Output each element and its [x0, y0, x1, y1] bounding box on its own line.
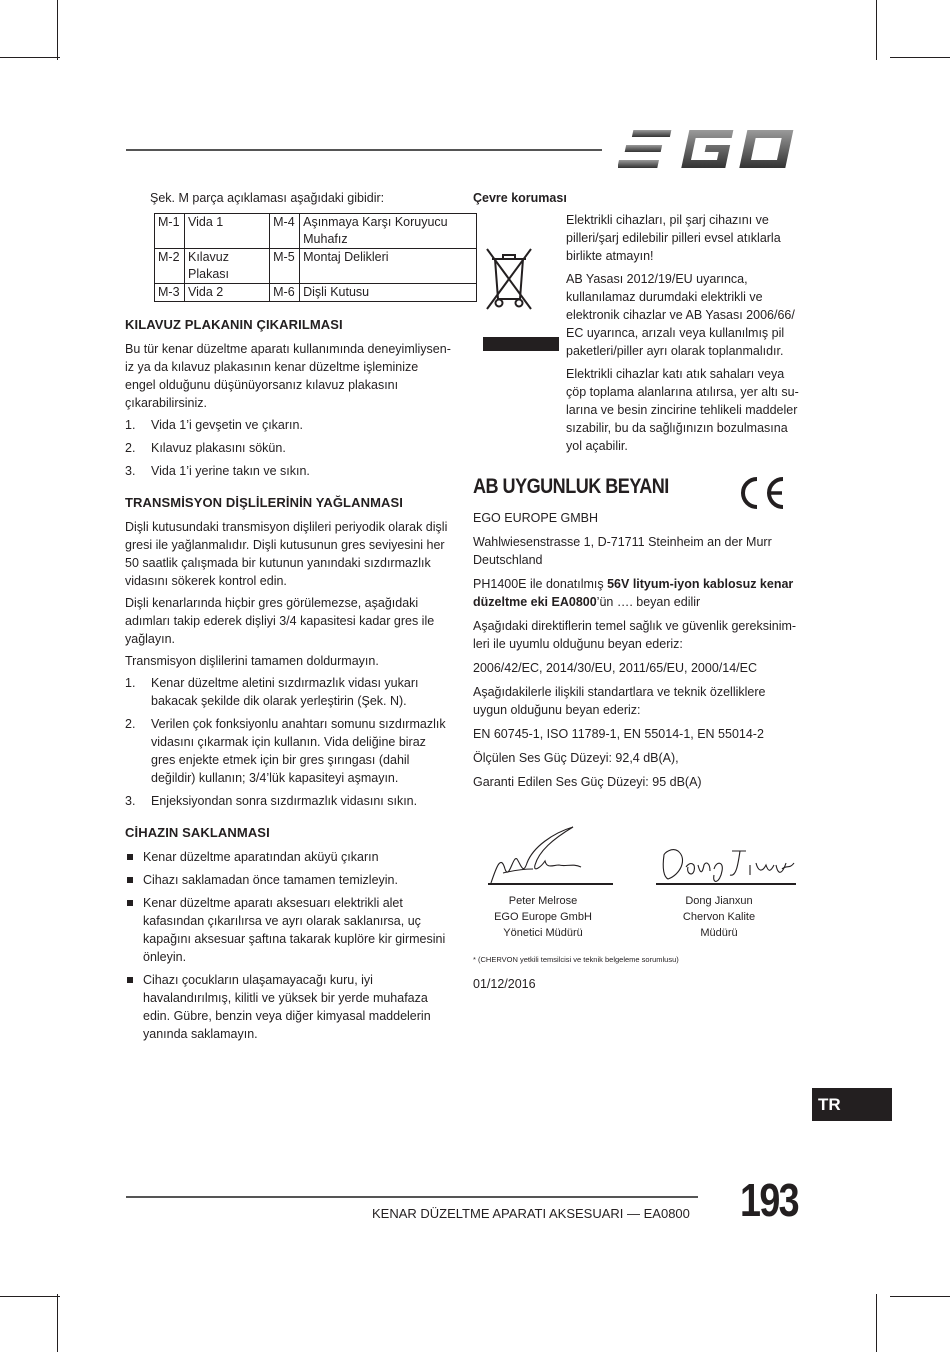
bullet-icon	[127, 977, 133, 983]
environment-text	[566, 211, 799, 455]
footer-rule	[126, 1196, 698, 1198]
list-item	[125, 894, 452, 966]
crop-mark	[57, 0, 58, 60]
signer-name: Dong Jianxun	[685, 895, 753, 907]
list-item	[125, 674, 452, 710]
list-item	[125, 848, 452, 866]
crop-mark	[890, 57, 950, 58]
parts-table	[154, 213, 477, 302]
signature-line	[488, 883, 613, 885]
list-item	[125, 871, 452, 889]
signature-jianxun	[658, 825, 798, 885]
guaranteed-sound-level: Garanti Edilen Ses Güç Düzeyi: 95 dB(A)	[473, 775, 702, 789]
declaration-heading: AB UYGUNLUK BEYANI	[473, 475, 669, 498]
step-text: Kenar düzeltme aletini sızdırmazlık vidası yukarı bakacak şekilde dik olarak yerleştirin (Şek. N).	[151, 676, 419, 708]
list-item	[125, 462, 452, 480]
product-name: 56V lityum-iyon kablosuz kenar düzeltme eki EA0800	[473, 577, 794, 609]
standards-intro: Aşağıdakilerle ilişkili standartlara ve teknik özelliklere uygun olduğunu beyan ederiz:	[473, 685, 766, 717]
part-name: Aşınmaya Karşı Koruyucu Muhafız	[300, 214, 477, 249]
part-name: Montaj Delikleri	[300, 249, 477, 284]
crop-mark	[876, 1294, 877, 1352]
standards-list: EN 60745-1, ISO 11789-1, EN 55014-1, EN 55014-2	[473, 727, 764, 741]
right-column	[473, 189, 799, 993]
footer-title: KENAR DÜZELTME APARATI AKSESUARI — EA0800	[372, 1206, 690, 1221]
company-name: EGO EUROPE GMBH	[473, 511, 599, 525]
table-row	[155, 284, 477, 302]
guide-plate-body: Bu tür kenar düzeltme aparatı kullanımında deneyimliysen-iz ya da kılavuz plakasının kenar düzeltme işleminize engel olduğunu düşünüyorsanız kılavuz plakasını çıkarabilirsiniz.	[125, 342, 451, 410]
footnote: * (CHERVON yetkili temsilcisi ve teknik belgeleme sorumlusu)	[473, 955, 679, 964]
table-row	[155, 214, 477, 249]
step-number: 2.	[125, 717, 136, 731]
page-number: 193	[740, 1174, 799, 1226]
step-text: Enjeksiyondan sonra sızdırmazlık vidasını sıkın.	[151, 794, 418, 808]
signatures	[473, 825, 799, 985]
gear-paragraph: Dişli kenarlarında hiçbir gres görülemezse, aşağıdaki adımları takip ederek dişliyi 3/4 kapasitesi kadar gres ile yağlayın.	[125, 596, 435, 646]
part-name: Dişli Kutusu	[300, 284, 477, 302]
environment-heading: Çevre koruması	[473, 191, 567, 205]
gear-lubrication-heading: TRANSMİSYON DİŞLİLERİNİN YAĞLANMASI	[125, 495, 403, 510]
declaration-date: 01/12/2016	[473, 977, 536, 991]
ce-mark	[737, 475, 789, 511]
signer-company: Chervon Kalite	[682, 911, 756, 923]
step-number: 3.	[125, 464, 136, 478]
env-paragraph: AB Yasası 2012/19/EU uyarınca, kullanılamaz durumdaki elektrikli ve elektronik cihazlar ve AB Yasası 2006/66/ EC uyarınca, arızalı veya kullanılmış pil paketleri/piller ayrı olarak toplanmalıdır.	[566, 272, 795, 358]
gear-paragraph: Transmisyon dişlilerini tamamen doldurmayın.	[125, 654, 379, 668]
gear-steps	[125, 674, 452, 810]
env-paragraph: Elektrikli cihazlar katı atık sahaları veya çöp toplama alanlarına atılırsa, yer altı su-larına ve besin zincirine tehlikeli maddeler sızabilir, bu da sağlığınızın bozulmasına yol açabilir.	[566, 367, 799, 453]
part-name: Vida 1	[185, 214, 270, 249]
directives-intro: Aşağıdaki direktiflerin temel sağlık ve güvenlik gereksinim-leri ile uyumlu olduğunu beyan ederiz:	[473, 619, 797, 651]
part-code: M-4	[270, 214, 300, 249]
guide-plate-heading: KILAVUZ PLAKANIN ÇIKARILMASI	[125, 317, 343, 332]
language-tab: TR	[812, 1088, 892, 1121]
list-item	[125, 715, 452, 787]
list-item	[125, 439, 452, 457]
crop-mark	[57, 1294, 58, 1352]
product-pre: PH1400E ile donatılmış	[473, 577, 608, 591]
part-code: M-1	[155, 214, 185, 249]
part-code: M-2	[155, 249, 185, 284]
guide-plate-steps	[125, 416, 452, 480]
step-number: 1.	[125, 418, 136, 432]
signature-line	[656, 883, 796, 885]
measured-sound-level: Ölçülen Ses Güç Düzeyi: 92,4 dB(A),	[473, 751, 679, 765]
crop-mark	[890, 1296, 950, 1297]
part-name: Kılavuz Plakası	[185, 249, 270, 284]
step-number: 1.	[125, 676, 136, 690]
header-rule	[126, 149, 602, 151]
part-name: Vida 2	[185, 284, 270, 302]
storage-list	[125, 848, 452, 1043]
product-post: ’ün …. beyan edilir	[596, 595, 701, 609]
crop-mark	[876, 0, 877, 60]
step-text: Verilen çok fonksiyonlu anahtarı somunu sızdırmazlık vidasını çıkarmak için kullanın. Vida deliğine biraz gres enjekte etmek için bir gres şırıngası (dahil değildir) kullanın; 3/4’lük kapasiteyi aşmayın.	[151, 717, 446, 785]
bullet-text: Cihazı çocukların ulaşamayacağı kuru, iyi havalandırılmış, kilitli ve yüksek bir yerde muhafaza edin. Gübre, benzin veya diğer kimyasal maddelerin yanında saklamayın.	[143, 973, 431, 1041]
step-number: 2.	[125, 441, 136, 455]
list-item	[125, 792, 452, 810]
step-number: 3.	[125, 794, 136, 808]
crop-mark	[0, 1296, 60, 1297]
env-paragraph: Elektrikli cihazları, pil şarj cihazını ve pilleri/şarj edilebilir pilleri evsel atıklarla birlikte atmayın!	[566, 213, 781, 263]
left-column	[125, 189, 452, 1048]
step-text: Vida 1’i yerine takın ve sıkın.	[151, 464, 310, 478]
bullet-icon	[127, 877, 133, 883]
part-code: M-6	[270, 284, 300, 302]
company-address: Wahlwiesenstrasse 1, D-71711 Steinheim an der Murr Deutschland	[473, 535, 772, 567]
environment-section	[473, 211, 799, 455]
parts-intro: Şek. M parça açıklaması aşağıdaki gibidir:	[150, 191, 385, 205]
signer-jianxun	[649, 893, 789, 941]
directives-list: 2006/42/EC, 2014/30/EU, 2011/65/EU, 2000/14/EC	[473, 661, 757, 675]
bullet-text: Kenar düzeltme aparatı aksesuarı elektrikli alet kafasından çıkarılırsa ve ayrı olarak saklanırsa, uç kapağını aksesuar şaftına takarak kuplöre kir girmesini önleyin.	[143, 896, 446, 964]
crossed-bin-icon	[485, 245, 533, 313]
crop-mark	[0, 57, 60, 58]
signer-melrose	[473, 893, 613, 941]
step-text: Vida 1’i gevşetin ve çıkarın.	[151, 418, 303, 432]
signature-melrose	[483, 825, 593, 885]
list-item	[125, 416, 452, 434]
declaration-body	[473, 509, 799, 791]
bin-bar	[483, 337, 559, 351]
signer-role: Müdürü	[700, 927, 738, 939]
bullet-text: Cihazı saklamadan önce tamamen temizleyin.	[143, 873, 398, 887]
ego-logo	[618, 127, 800, 171]
list-item	[125, 971, 452, 1043]
signer-name: Peter Melrose	[508, 895, 578, 907]
signer-company: EGO Europe GmbH	[494, 911, 592, 923]
signer-role: Yönetici Müdürü	[503, 927, 583, 939]
step-text: Kılavuz plakasını sökün.	[151, 441, 286, 455]
bullet-text: Kenar düzeltme aparatından aküyü çıkarın	[143, 850, 379, 864]
part-code: M-5	[270, 249, 300, 284]
bullet-icon	[127, 854, 133, 860]
table-row	[155, 249, 477, 284]
storage-heading: CİHAZIN SAKLANMASI	[125, 825, 270, 840]
part-code: M-3	[155, 284, 185, 302]
bullet-icon	[127, 900, 133, 906]
product-statement	[473, 575, 799, 611]
gear-paragraph: Dişli kutusundaki transmisyon dişlileri periyodik olarak dişli gresi ile yağlanmalıdır. Dişli kutusunun gres seviyesini her 50 saatlik çalışmada bir kutunun yanındaki sızdırmazlık vidasını sökerek kontrol edin.	[125, 520, 448, 588]
